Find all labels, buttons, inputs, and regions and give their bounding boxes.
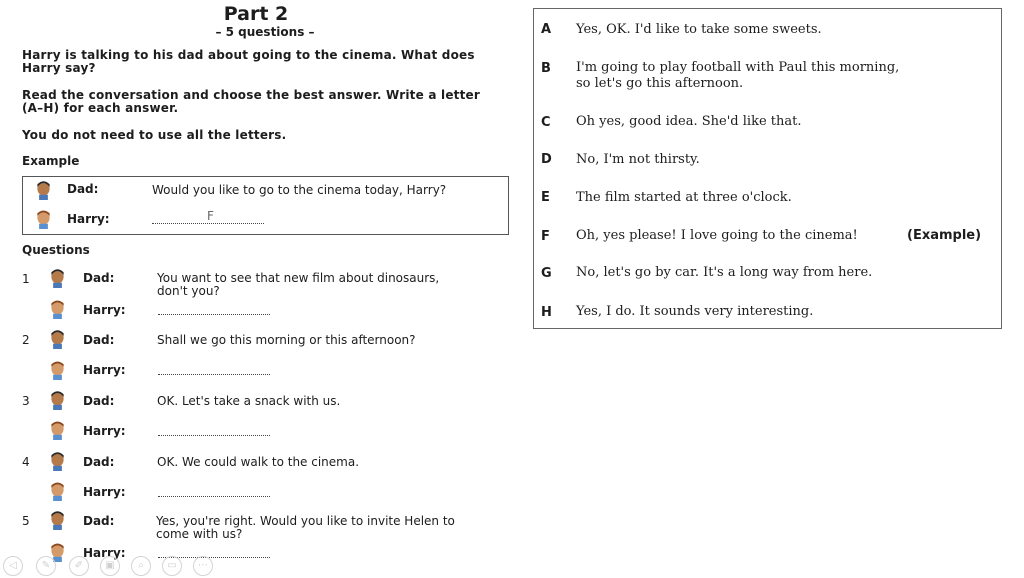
option-text-f: Oh, yes please! I love going to the cinema! — [576, 228, 858, 243]
harry-label: Harry: — [83, 546, 126, 560]
option-text-d: No, I'm not thirsty. — [576, 152, 700, 167]
harry-face-icon — [33, 208, 54, 229]
dad-face-icon — [47, 328, 68, 349]
back-icon[interactable]: ◁ — [3, 556, 23, 576]
option-letter-c: C — [541, 115, 551, 130]
example-box — [22, 176, 509, 235]
option-letter-a: A — [541, 22, 552, 37]
dad-label: Dad: — [83, 455, 115, 469]
question-number: 5 — [22, 514, 30, 528]
dad-line-continued: don't you? — [157, 284, 220, 298]
option-text-b-continued: so let's go this afternoon. — [576, 76, 744, 91]
harry-face-icon — [47, 480, 68, 501]
harry-label: Harry: — [83, 363, 126, 377]
more-icon[interactable]: ⋯ — [193, 556, 213, 576]
highlighter-icon[interactable]: ✐ — [69, 556, 89, 576]
dad-label: Dad: — [83, 394, 115, 408]
question-number: 2 — [22, 333, 30, 347]
question-number: 4 — [22, 455, 30, 469]
question-number: 3 — [22, 394, 30, 408]
harry-label: Harry: — [83, 424, 126, 438]
option-text-b: I'm going to play football with Paul this morning, — [576, 60, 900, 75]
dad-face-icon — [47, 267, 68, 288]
dad-line: OK. We could walk to the cinema. — [157, 455, 360, 469]
dad-face-icon — [47, 450, 68, 471]
dad-line: Shall we go this morning or this afternoon? — [157, 333, 416, 347]
option-letter-b: B — [541, 61, 551, 76]
questions-heading: Questions — [22, 243, 90, 257]
option-letter-f: F — [541, 229, 550, 244]
zoom-icon[interactable]: ⌕ — [131, 556, 151, 576]
instruction-note: You do not need to use all the letters. — [22, 128, 287, 142]
example-dad-line: Would you like to go to the cinema today, Harry? — [152, 183, 447, 197]
dad-line: You want to see that new film about dinosaurs, — [157, 271, 440, 285]
option-text-a: Yes, OK. I'd like to take some sweets. — [576, 22, 822, 37]
example-tag: (Example) — [907, 228, 982, 243]
harry-face-icon — [47, 419, 68, 440]
dad-line: Yes, you're right. Would you like to invite Helen to — [156, 514, 455, 528]
answer-blank-1[interactable] — [158, 304, 270, 315]
option-letter-e: E — [541, 190, 550, 205]
dad-label: Dad: — [83, 271, 115, 285]
instruction-context: Harry is talking to his dad about going to the cinema. What does Harry say? — [22, 48, 475, 75]
option-letter-d: D — [541, 152, 552, 167]
dad-face-icon — [47, 509, 68, 530]
dad-label: Dad: — [83, 333, 115, 347]
instruction-task: Read the conversation and choose the best answer. Write a letter (A–H) for each answer. — [22, 88, 480, 115]
harry-label: Harry: — [83, 303, 126, 317]
pen-icon[interactable]: ✎ — [36, 556, 56, 576]
page-subtitle: – 5 questions – — [215, 25, 315, 39]
option-text-c: Oh yes, good idea. She'd like that. — [576, 114, 802, 129]
answer-blank-2[interactable] — [158, 364, 270, 375]
example-answer: F — [207, 209, 214, 223]
example-heading: Example — [22, 154, 80, 168]
page-title: Part 2 — [223, 3, 289, 25]
copy-icon[interactable]: ▣ — [100, 556, 120, 576]
option-text-g: No, let's go by car. It's a long way from here. — [576, 265, 873, 280]
option-letter-h: H — [541, 305, 552, 320]
example-dad-label: Dad: — [67, 182, 99, 196]
answer-blank-3[interactable] — [158, 425, 270, 436]
option-text-h: Yes, I do. It sounds very interesting. — [576, 304, 814, 319]
dad-face-icon — [47, 389, 68, 410]
harry-face-icon — [47, 298, 68, 319]
dad-face-icon — [33, 179, 54, 200]
example-harry-label: Harry: — [67, 212, 110, 226]
screen-icon[interactable]: ▭ — [162, 556, 182, 576]
answer-blank-4[interactable] — [158, 486, 270, 497]
question-number: 1 — [22, 272, 30, 286]
harry-label: Harry: — [83, 485, 126, 499]
option-text-e: The film started at three o'clock. — [576, 190, 792, 205]
dad-line: OK. Let's take a snack with us. — [157, 394, 341, 408]
option-letter-g: G — [541, 266, 552, 281]
dad-label: Dad: — [83, 514, 115, 528]
harry-face-icon — [47, 359, 68, 380]
dad-line-continued: come with us? — [156, 527, 243, 541]
